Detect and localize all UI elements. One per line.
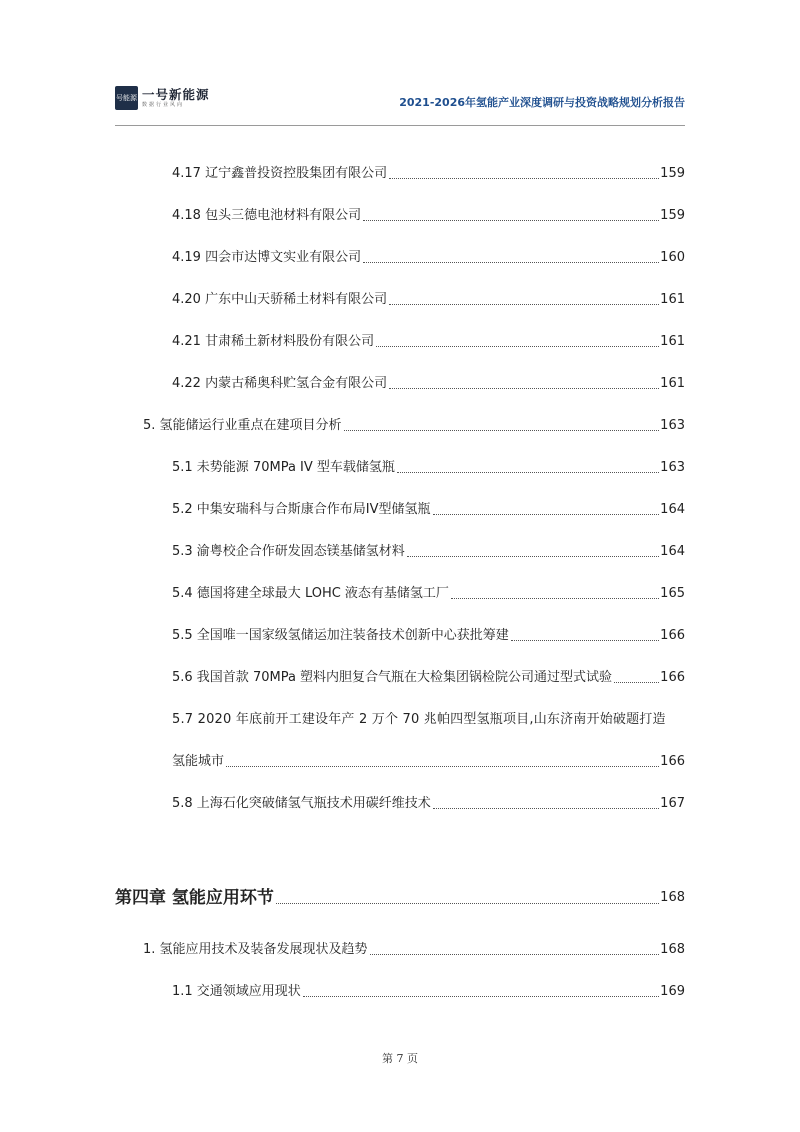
toc-label: 4.20 广东中山天骄稀土材料有限公司 [172,292,388,307]
toc-label: 5.4 德国将建全球最大 LOHC 液态有基储氢工厂 [172,586,449,601]
logo-mark [115,86,138,110]
toc-dot-leader [407,556,659,557]
toc-page-number: 168 [660,942,685,957]
toc-page-number: 161 [660,376,685,391]
header-divider [115,125,685,126]
toc-label: 4.21 甘肃稀土新材料股份有限公司 [172,334,375,349]
toc-page-number: 167 [660,796,685,811]
toc-entry-5-2[interactable] [172,501,685,519]
toc-entry-4-17[interactable] [172,165,685,183]
toc-label: 第四章 氢能应用环节 [115,888,274,908]
toc-dot-leader [389,178,659,179]
toc-chapter-4[interactable] [115,888,685,908]
toc-page-number: 164 [660,502,685,517]
toc-dot-leader [344,430,660,431]
toc-label: 4.18 包头三德电池材料有限公司 [172,208,362,223]
toc-label: 4.22 内蒙古稀奥科贮氢合金有限公司 [172,376,388,391]
toc-entry-5-6[interactable] [172,669,685,687]
toc-entry-5-7[interactable] [172,753,685,771]
toc-dot-leader [433,808,659,809]
toc-entry-5-1[interactable] [172,459,685,477]
toc-entry-4-21[interactable] [172,333,685,351]
toc-dot-leader [511,640,659,641]
toc-page-number: 168 [660,890,685,905]
toc-page-number: 164 [660,544,685,559]
toc-page-number: 166 [660,754,685,769]
toc-entry-4-18[interactable] [172,207,685,225]
toc-label: 4.17 辽宁鑫普投资控股集团有限公司 [172,166,388,181]
toc-entry-5-8[interactable] [172,795,685,813]
toc-entry-ch4-1[interactable] [143,941,685,959]
toc-page-number: 159 [660,166,685,181]
toc-page-number: 159 [660,208,685,223]
toc-dot-leader [389,388,659,389]
toc-page-number: 165 [660,586,685,601]
toc-entry-5-7-line1[interactable]: 5.7 2020 年底前开工建设年产 2 万个 70 兆帕四型氢瓶项目,山东济南开始破题打造 [172,712,666,727]
toc-label: 氢能城市 [172,754,225,769]
toc-entry-5[interactable] [143,417,685,435]
toc-entry-4-20[interactable] [172,291,685,309]
toc-label: 5.1 未势能源 70MPa IV 型车载储氢瓶 [172,460,395,475]
toc-page-number: 163 [660,460,685,475]
toc-dot-leader [363,262,659,263]
toc-page-number: 161 [660,292,685,307]
toc-entry-4-19[interactable] [172,249,685,267]
toc-dot-leader [376,346,659,347]
toc-page-number: 169 [660,984,685,999]
toc-dot-leader [370,954,660,955]
toc-label: 5.2 中集安瑞科与合斯康合作布局IV型储氢瓶 [172,502,431,517]
toc-label: 5.3 渝粤校企合作研发固态镁基储氢材料 [172,544,405,559]
toc-label: 5.5 全国唯一国家级氢储运加注装备技术创新中心获批筹建 [172,628,509,643]
toc-dot-leader [226,766,659,767]
toc-dot-leader [397,472,659,473]
toc-label: 5.6 我国首款 70MPa 塑料内胆复合气瓶在大检集团锅检院公司通过型式试验 [172,670,613,685]
toc-page-number: 163 [660,418,685,433]
toc-dot-leader [451,598,659,599]
toc-label: 1.1 交通领域应用现状 [172,984,301,999]
toc-dot-leader [276,903,659,904]
toc-dot-leader [614,682,659,683]
toc-entry-5-3[interactable] [172,543,685,561]
toc-label: 1. 氢能应用技术及装备发展现状及趋势 [143,942,368,957]
toc-label: 5. 氢能储运行业重点在建项目分析 [143,418,342,433]
toc-page-number: 160 [660,250,685,265]
logo-mark-text: 号能源 [116,93,137,102]
toc-label: 5.8 上海石化突破储氢气瓶技术用碳纤维技术 [172,796,431,811]
toc-page-number: 166 [660,628,685,643]
toc-entry-ch4-1-1[interactable] [172,983,685,1001]
page-number-footer: 第 7 页 [382,1052,418,1065]
toc-page-number: 166 [660,670,685,685]
page-header [115,86,685,118]
toc-dot-leader [303,996,659,997]
report-title: 2021-2026年氢能产业深度调研与投资战略规划分析报告 [399,96,685,109]
logo [115,86,210,110]
toc-entry-4-22[interactable] [172,375,685,393]
logo-name: 一号新能源 [142,86,210,102]
toc-dot-leader [363,220,659,221]
toc-label: 4.19 四会市达博文实业有限公司 [172,250,362,265]
toc-page-number: 161 [660,334,685,349]
toc-dot-leader [433,514,660,515]
toc-entry-5-4[interactable] [172,585,685,603]
toc-entry-5-5[interactable] [172,627,685,645]
logo-subtitle: 数据行业风向 [142,101,185,108]
toc-dot-leader [389,304,659,305]
